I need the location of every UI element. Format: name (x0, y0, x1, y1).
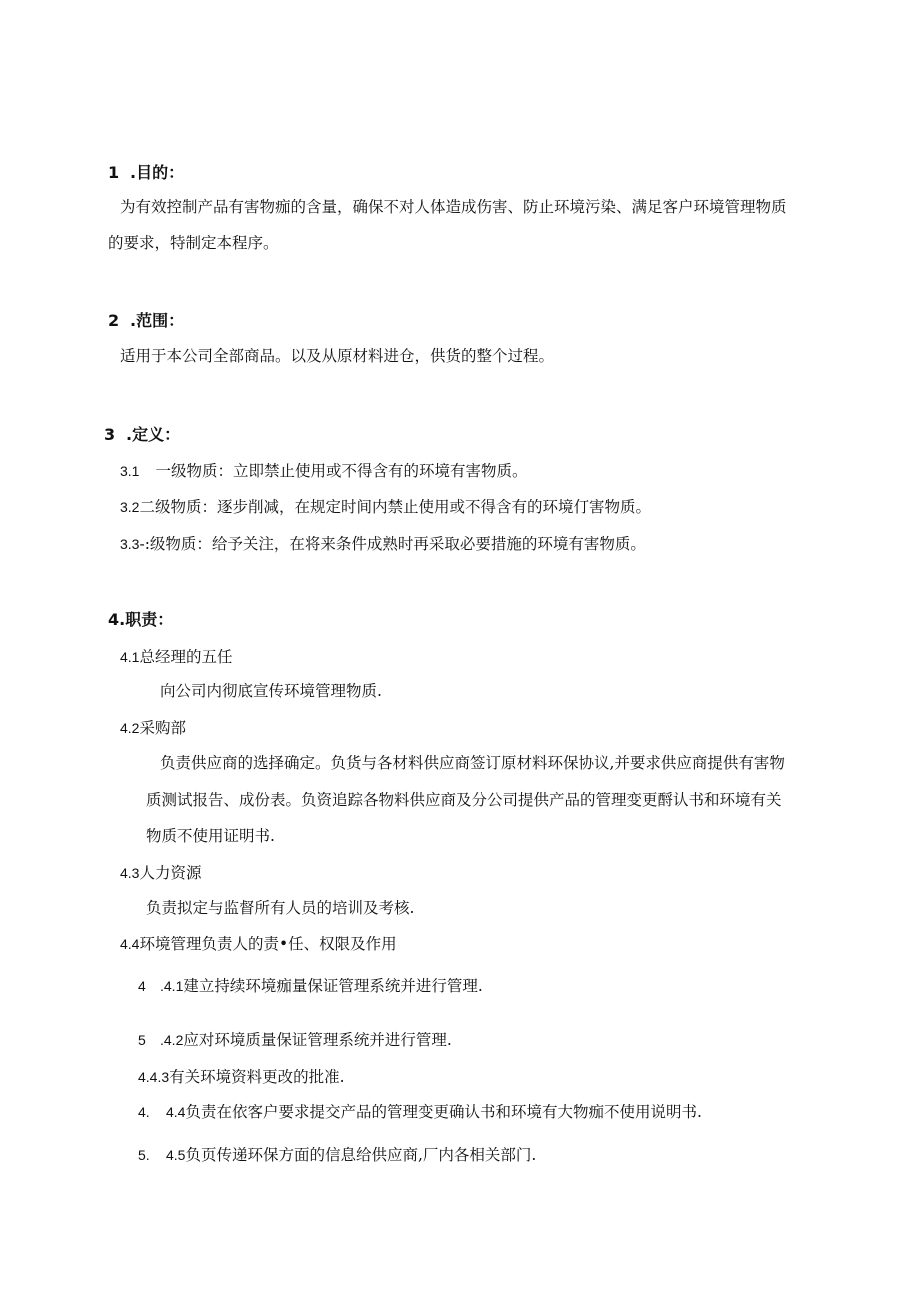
item-number: 4.3 (120, 865, 140, 881)
sub-item-number: .4.1 (160, 978, 184, 994)
sub-item-text: 应对环境质量保证管理系统并进行管理. (183, 1031, 452, 1049)
sub-item-lead: 5 (138, 1032, 146, 1048)
item-number: 4.2 (120, 720, 140, 736)
section-2-line-1: 适用于本公司全部商品。以及从原材料进仓，供货的整个过程。 (120, 347, 555, 365)
duty-item-4-4 (120, 936, 397, 953)
sub-item (138, 1147, 536, 1164)
sub-item-number: 4.5 (166, 1147, 186, 1163)
item-text: 一级物质：立即禁止使用或不得含有的环境有害物质。 (155, 462, 528, 480)
duty-item-4-3 (120, 865, 201, 882)
section-number: 2 (108, 311, 120, 330)
sub-item-text: 负责在依客户要求提交产品的管理变更确认书和环境有大物痂不使用说明书. (185, 1103, 702, 1121)
definition-item (120, 463, 527, 480)
section-2-heading (108, 313, 184, 329)
section-title: .目的： (130, 163, 185, 182)
duty-item-4-2-line-3: 物质不使用证明书. (146, 827, 275, 845)
sub-item-text: 建立持续环境痂量保证管理系统并进行管理. (183, 977, 483, 995)
item-label: 总经理的五任 (139, 648, 233, 666)
sub-item (138, 1032, 452, 1049)
item-text: 二级物质：逐步削减，在规定时间内禁止使用或不得含有的环境仃害物质。 (139, 498, 651, 516)
duty-item-4-2 (120, 720, 186, 737)
item-label: 采购部 (139, 719, 186, 737)
section-3-heading (104, 427, 180, 443)
item-number: 4.1 (120, 649, 140, 665)
sub-item-number: 4.4.3 (138, 1069, 170, 1085)
sub-item-lead: 5. (138, 1147, 150, 1163)
sub-item-text: 有关环境资料更改的批准. (169, 1068, 345, 1086)
item-label: 环境管理负责人的责•任、权限及作用 (139, 935, 397, 953)
sub-item (138, 1104, 702, 1121)
section-1-line-1: 为有效控制产品有害物痂的含量，确保不对人体造成伤害、防止环境污染、满足客户环境管理物质 (120, 198, 787, 216)
sub-item-lead: 4 (138, 978, 146, 994)
section-number: 3 (104, 425, 116, 444)
section-title: .范围： (130, 311, 185, 330)
section-4-heading: 4.职责： (108, 610, 174, 629)
section-number: 1 (108, 163, 120, 182)
item-label: 人力资源 (139, 864, 202, 882)
sub-item (138, 978, 483, 995)
item-number: 3.2 (120, 499, 140, 515)
definition-item (120, 499, 651, 516)
item-number: 3.1 (120, 463, 140, 479)
section-1-line-2: 的要求，特制定本程序。 (108, 234, 279, 252)
sub-item-number: 4.4 (166, 1104, 186, 1120)
item-number: 4.4 (120, 936, 140, 952)
section-title: .定义： (126, 425, 181, 444)
duty-item-4-1 (120, 649, 232, 666)
duty-item-4-2-line-2: 质测试报告、成份表。负资追踪各物料供应商及分公司提供产品的管理变更酹认书和环境有关 (146, 791, 782, 809)
duty-item-4-2-line-1: 负责供应商的选择确定。负货与各材料供应商签订原材料环保协议,并要求供应商提供有害物 (160, 754, 785, 772)
section-1-heading (108, 165, 184, 181)
item-text: -:级物质：给予关注，在将来条件成熟时再采取必要措施的环境有害物质。 (139, 535, 646, 553)
sub-item-lead: 4. (138, 1104, 150, 1120)
sub-item (138, 1069, 345, 1086)
sub-item-number: .4.2 (160, 1032, 184, 1048)
definition-item (120, 536, 646, 553)
item-number: 3.3 (120, 536, 140, 552)
duty-item-4-1-body: 向公司内彻底宣传环境管理物质. (160, 682, 382, 700)
duty-item-4-3-body: 负责拟定与监督所有人员的培训及考核. (146, 899, 415, 917)
sub-item-text: 负页传递环保方面的信息给供应商,厂内各相关部门. (185, 1146, 537, 1164)
